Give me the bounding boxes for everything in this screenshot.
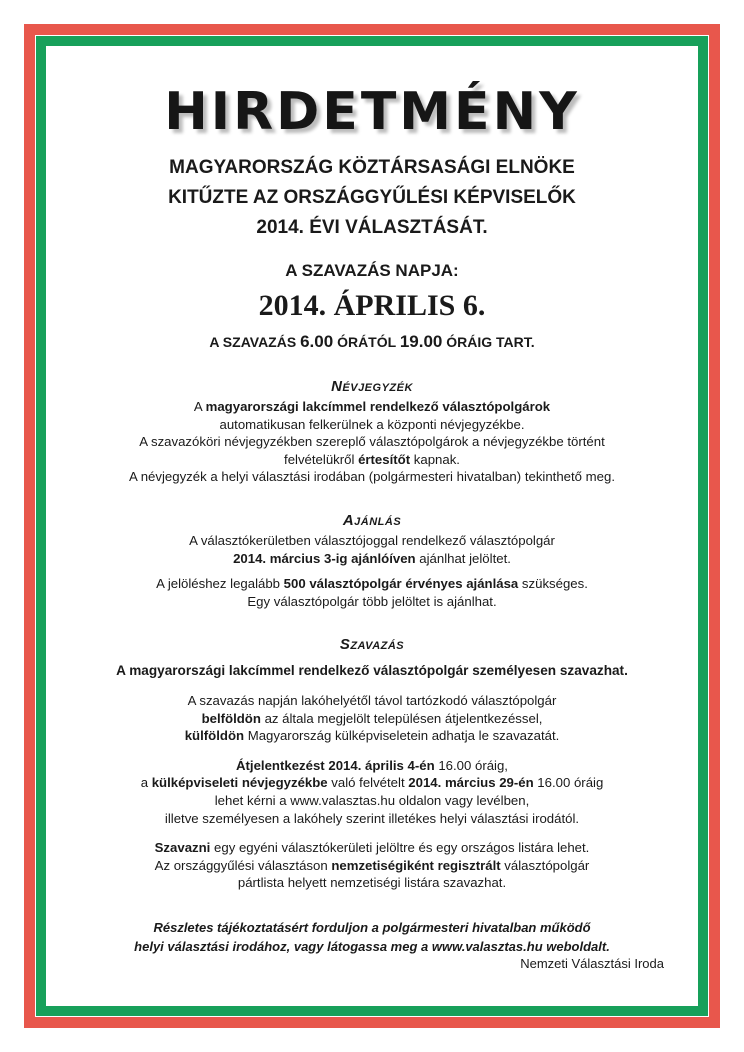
footer-note-line: Részletes tájékoztatásért forduljon a polgármesteri hivatalban működő — [153, 919, 591, 935]
text-line: A névjegyzék a helyi választási irodában (polgármesteri hivatalban) tekinthető meg. — [128, 469, 615, 485]
announcement — [60, 62, 684, 971]
subtitle-line: 2014. ÉVI VÁLASZTÁSÁT. — [256, 217, 488, 238]
section-ajanlas — [60, 532, 684, 610]
text-line: Az országgyűlési választáson nemzetiségiként regisztrált választópolgár — [154, 857, 590, 873]
text-line: külföldön Magyarország külképviseletein adhatja le szavazatát. — [184, 728, 560, 744]
text-line: A választókerületben választójoggal rendelkező választópolgár — [189, 532, 555, 548]
page-title: HIRDETMÉNY — [164, 82, 580, 142]
text-line: 2014. március 3-ig ajánlóíven ajánlhat jelöltet. — [233, 550, 511, 566]
section-heading-szavazas: Szavazás — [339, 636, 405, 654]
text-line: illetve személyesen a lakóhely szerint illetékes helyi választási irodától. — [164, 810, 580, 826]
footer-note — [60, 918, 684, 956]
text-line: a külképviseleti névjegyzékbe való felvételt 2014. március 29-én 16.00 óráig — [140, 775, 604, 791]
section-nevjegyzek — [60, 398, 684, 486]
text-line: pártlista helyett nemzetiségi listára szavazhat. — [237, 875, 507, 891]
text-line: Átjelentkezést 2014. április 4-én 16.00 óráig, — [236, 757, 508, 773]
time-prefix: A SZAVAZÁS — [209, 334, 297, 350]
text-line: Szavazni egy egyéni választókerületi jelöltre és egy országos listára lehet. — [154, 840, 590, 856]
time-end: 19.00 — [399, 332, 443, 351]
subtitle — [60, 154, 684, 242]
text-line: felvételükről értesítőt kapnak. — [284, 451, 460, 467]
text-line: A magyarországi lakcímmel rendelkező választópolgárok — [193, 399, 551, 414]
voting-date: 2014. ÁPRILIS 6. — [258, 289, 486, 322]
subtitle-line: KITŰZTE AZ ORSZÁGGYŰLÉSI KÉPVISELŐK — [168, 187, 576, 208]
footer-note-line: helyi választási irodához, vagy látogassa meg a www.valasztas.hu weboldalt. — [134, 938, 610, 954]
section-heading-ajanlas: Ajánlás — [342, 511, 402, 529]
voting-time — [60, 332, 684, 352]
signature: Nemzeti Választási Iroda — [520, 956, 664, 971]
text-line: belföldön az általa megjelölt településen átjelentkezéssel, — [201, 710, 543, 726]
section-heading-nevjegyzek: Névjegyzék — [331, 378, 413, 395]
text-line: lehet kérni a www.valasztas.hu oldalon vagy levélben, — [214, 792, 530, 808]
section-szavazas — [60, 662, 684, 892]
time-start: 6.00 — [300, 332, 334, 351]
text-line: A magyarországi lakcímmel rendelkező választópolgár személyesen szavazhat. — [116, 663, 628, 679]
time-suffix: ÓRÁIG TART. — [446, 334, 535, 350]
subtitle-line: MAGYARORSZÁG KÖZTÁRSASÁGI ELNÖKE — [169, 157, 575, 178]
text-line: A jelöléshez legalább 500 választópolgár érvényes ajánlása szükséges. — [156, 576, 588, 592]
text-line: automatikusan felkerülnek a központi névjegyzékbe. — [219, 416, 525, 432]
time-mid: ÓRÁTÓL — [337, 334, 396, 350]
text-line: A szavazóköri névjegyzékben szereplő választópolgárok a névjegyzékbe történt — [139, 434, 605, 450]
text-line: A szavazás napján lakóhelyétől távol tartózkodó választópolgár — [187, 692, 557, 708]
text-line: Egy választópolgár több jelöltet is ajánlhat. — [247, 593, 497, 609]
voting-day-label: A SZAVAZÁS NAPJA: — [285, 261, 459, 280]
